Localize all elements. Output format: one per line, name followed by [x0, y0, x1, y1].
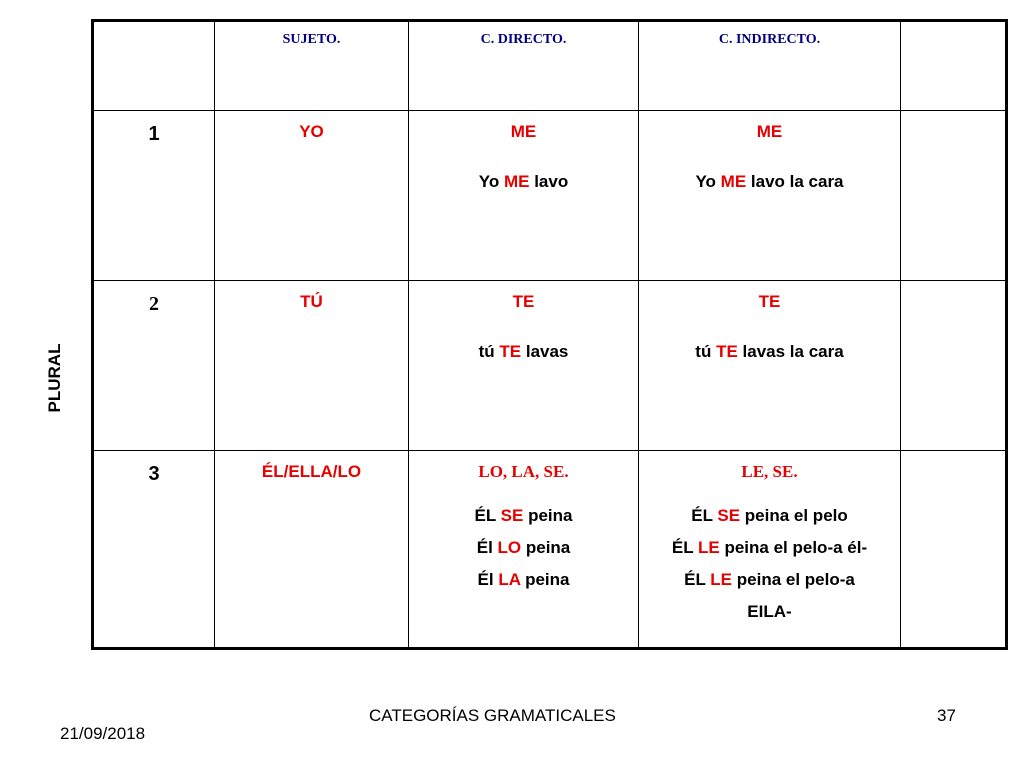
direct-example: Yo ME lavo — [478, 172, 569, 191]
header-cell-blank — [901, 21, 1007, 111]
row-number-cell — [93, 281, 215, 451]
indirect-example: ÉL LE peina el pelo-a — [684, 570, 855, 589]
indirect-example: tú TE lavas la cara — [695, 342, 844, 361]
direct-cell — [409, 111, 639, 281]
header-cell-subject — [215, 21, 409, 111]
direct-pronoun: TE — [512, 292, 535, 311]
indirect-example-trailing: EILA- — [747, 602, 792, 621]
direct-cell — [409, 451, 639, 649]
footer-title: CATEGORÍAS GRAMATICALES — [369, 706, 616, 725]
subject-pronoun: YO — [299, 122, 324, 141]
blank-cell — [901, 281, 1007, 451]
header-direct: C. DIRECTO. — [480, 32, 567, 47]
blank-cell — [901, 111, 1007, 281]
header-subject: SUJETO. — [282, 32, 341, 47]
direct-example: Él LA peina — [477, 570, 570, 589]
indirect-cell — [639, 281, 901, 451]
table-row — [93, 451, 1007, 649]
row-number: 3 — [148, 463, 160, 485]
indirect-cell — [639, 451, 901, 649]
subject-cell — [215, 281, 409, 451]
direct-cell — [409, 281, 639, 451]
direct-example: Él LO peina — [476, 538, 571, 557]
row-number-cell — [93, 451, 215, 649]
header-cell-empty — [93, 21, 215, 111]
row-number-cell — [93, 111, 215, 281]
pronoun-table — [91, 19, 1008, 650]
table-row — [93, 111, 1007, 281]
subject-cell — [215, 451, 409, 649]
table-row — [93, 281, 1007, 451]
row-number: 2 — [149, 293, 159, 315]
header-cell-indirect — [639, 21, 901, 111]
plural-side-label: PLURAL — [45, 343, 64, 413]
subject-pronoun: TÚ — [300, 292, 323, 311]
direct-pronoun: LO, LA, SE. — [478, 462, 569, 481]
header-row — [93, 21, 1007, 111]
indirect-pronoun: LE, SE. — [741, 462, 798, 481]
direct-example: tú TE lavas — [478, 342, 569, 361]
header-indirect: C. INDIRECTO. — [718, 32, 821, 47]
indirect-pronoun: TE — [758, 292, 781, 311]
subject-cell — [215, 111, 409, 281]
direct-example: ÉL SE peina — [474, 506, 573, 525]
indirect-pronoun: ME — [756, 122, 783, 141]
subject-pronoun: ÉL/ELLA/LO — [261, 462, 362, 481]
row-number: 1 — [148, 123, 160, 145]
indirect-cell — [639, 111, 901, 281]
indirect-example: Yo ME lavo la cara — [695, 172, 844, 191]
footer-date: 21/09/2018 — [60, 724, 146, 743]
header-cell-direct — [409, 21, 639, 111]
direct-pronoun: ME — [510, 122, 537, 141]
indirect-example: ÉL LE peina el pelo-a él- — [671, 538, 868, 557]
blank-cell — [901, 451, 1007, 649]
indirect-example: ÉL SE peina el pelo — [691, 506, 848, 525]
footer-page-number: 37 — [937, 706, 956, 725]
